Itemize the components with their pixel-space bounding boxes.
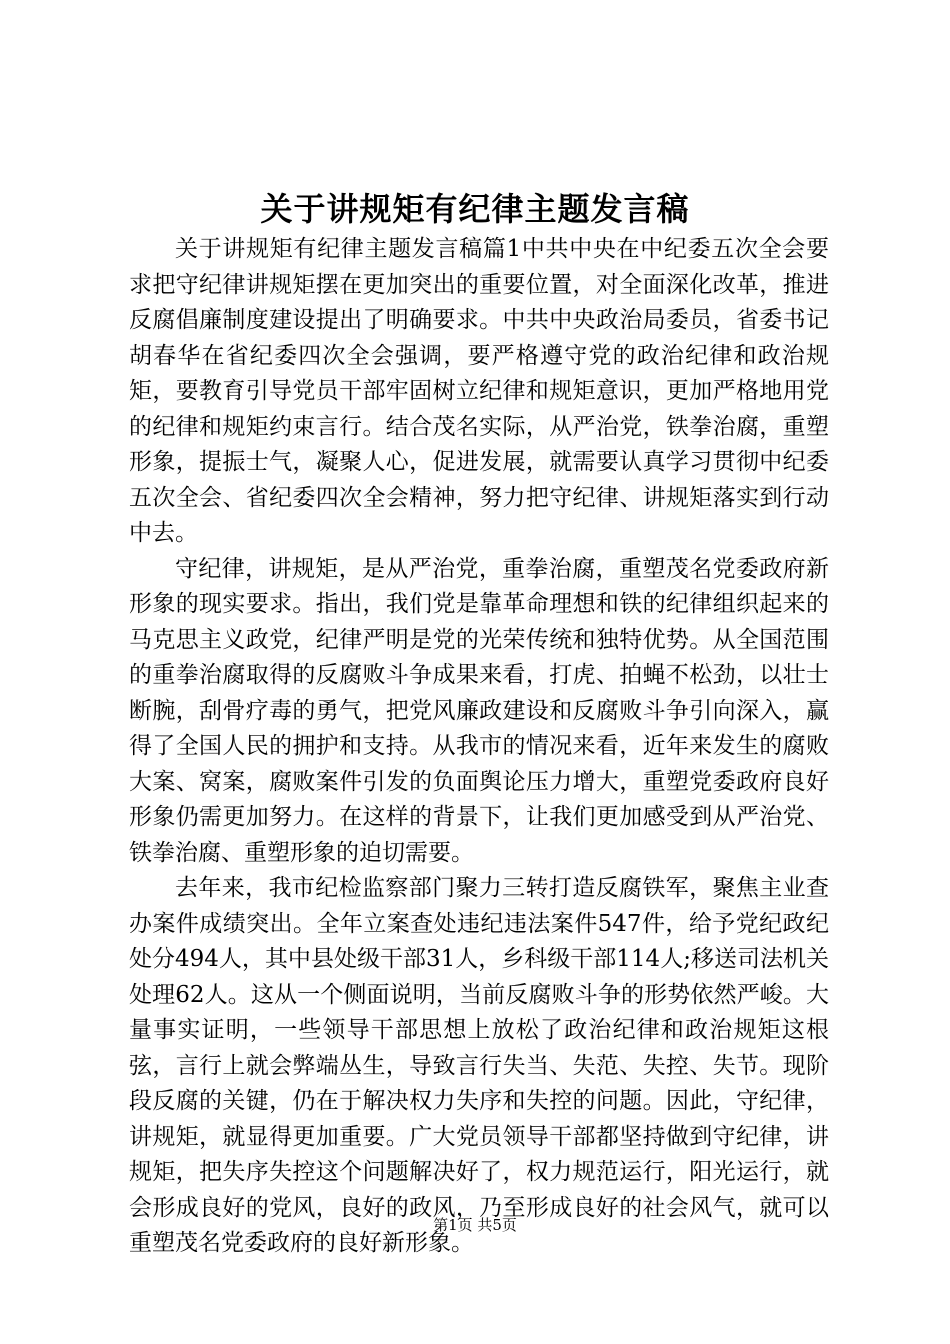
document-title: 关于讲规矩有纪律主题发言稿	[260, 190, 690, 228]
page-number-footer: 第1页 共5页	[433, 1216, 517, 1234]
document-body	[129, 232, 829, 1262]
body-paragraph-1: 关于讲规矩有纪律主题发言稿篇1中共中央在中纪委五次全会要求把守纪律讲规矩摆在更加突出的重要位置，对全面深化改革，推进反腐倡廉制度建设提出了明确要求。中共中央政治局委员，省委书记胡春华在省纪委四次全会强调，要严格遵守党的政治纪律和政治规矩，要教育引导党员干部牢固树立纪律和规矩意识，更加严格地用党的纪律和规矩约束言行。结合茂名实际，从严治党，铁拳治腐，重塑形象，提振士气，凝聚人心，促进发展，就需要认真学习贯彻中纪委五次全会、省纪委四次全会精神，努力把守纪律、讲规矩落实到行动中去。	[129, 236, 829, 546]
body-paragraph-2: 守纪律，讲规矩，是从严治党，重拳治腐，重塑茂名党委政府新形象的现实要求。指出，我们党是靠革命理想和铁的纪律组织起来的马克思主义政党，纪律严明是党的光荣传统和独特优势。从全国范围的重拳治腐取得的反腐败斗争成果来看，打虎、拍蝇不松劲，以壮士断腕，刮骨疗毒的勇气，把党风廉政建设和反腐败斗争引向深入，赢得了全国人民的拥护和支持。从我市的情况来看，近年来发生的腐败大案、窝案，腐败案件引发的负面舆论压力增大，重塑党委政府良好形象仍需更加努力。在这样的背景下，让我们更加感受到从严治党、铁拳治腐、重塑形象的迫切需要。	[129, 555, 829, 866]
body-paragraph-3: 去年来，我市纪检监察部门聚力三转打造反腐铁军，聚焦主业查办案件成绩突出。全年立案查处违纪违法案件547件，给予党纪政纪处分494人，其中县处级干部31人，乡科级干部114人;移送司法机关处理62人。这从一个侧面说明，当前反腐败斗争的形势依然严峻。大量事实证明，一些领导干部思想上放松了政治纪律和政治规矩这根弦，言行上就会弊端丛生，导致言行失当、失范、失控、失节。现阶段反腐的关键，仍在于解决权力失序和失控的问题。因此，守纪律，讲规矩，就显得更加重要。广大党员领导干部都坚持做到守纪律，讲规矩，把失序失控这个问题解决好了，权力规范运行，阳光运行，就会形成良好的党风，良好的政风，乃至形成良好的社会风气，就可以重塑茂名党委政府的良好新形象。	[129, 875, 829, 1256]
